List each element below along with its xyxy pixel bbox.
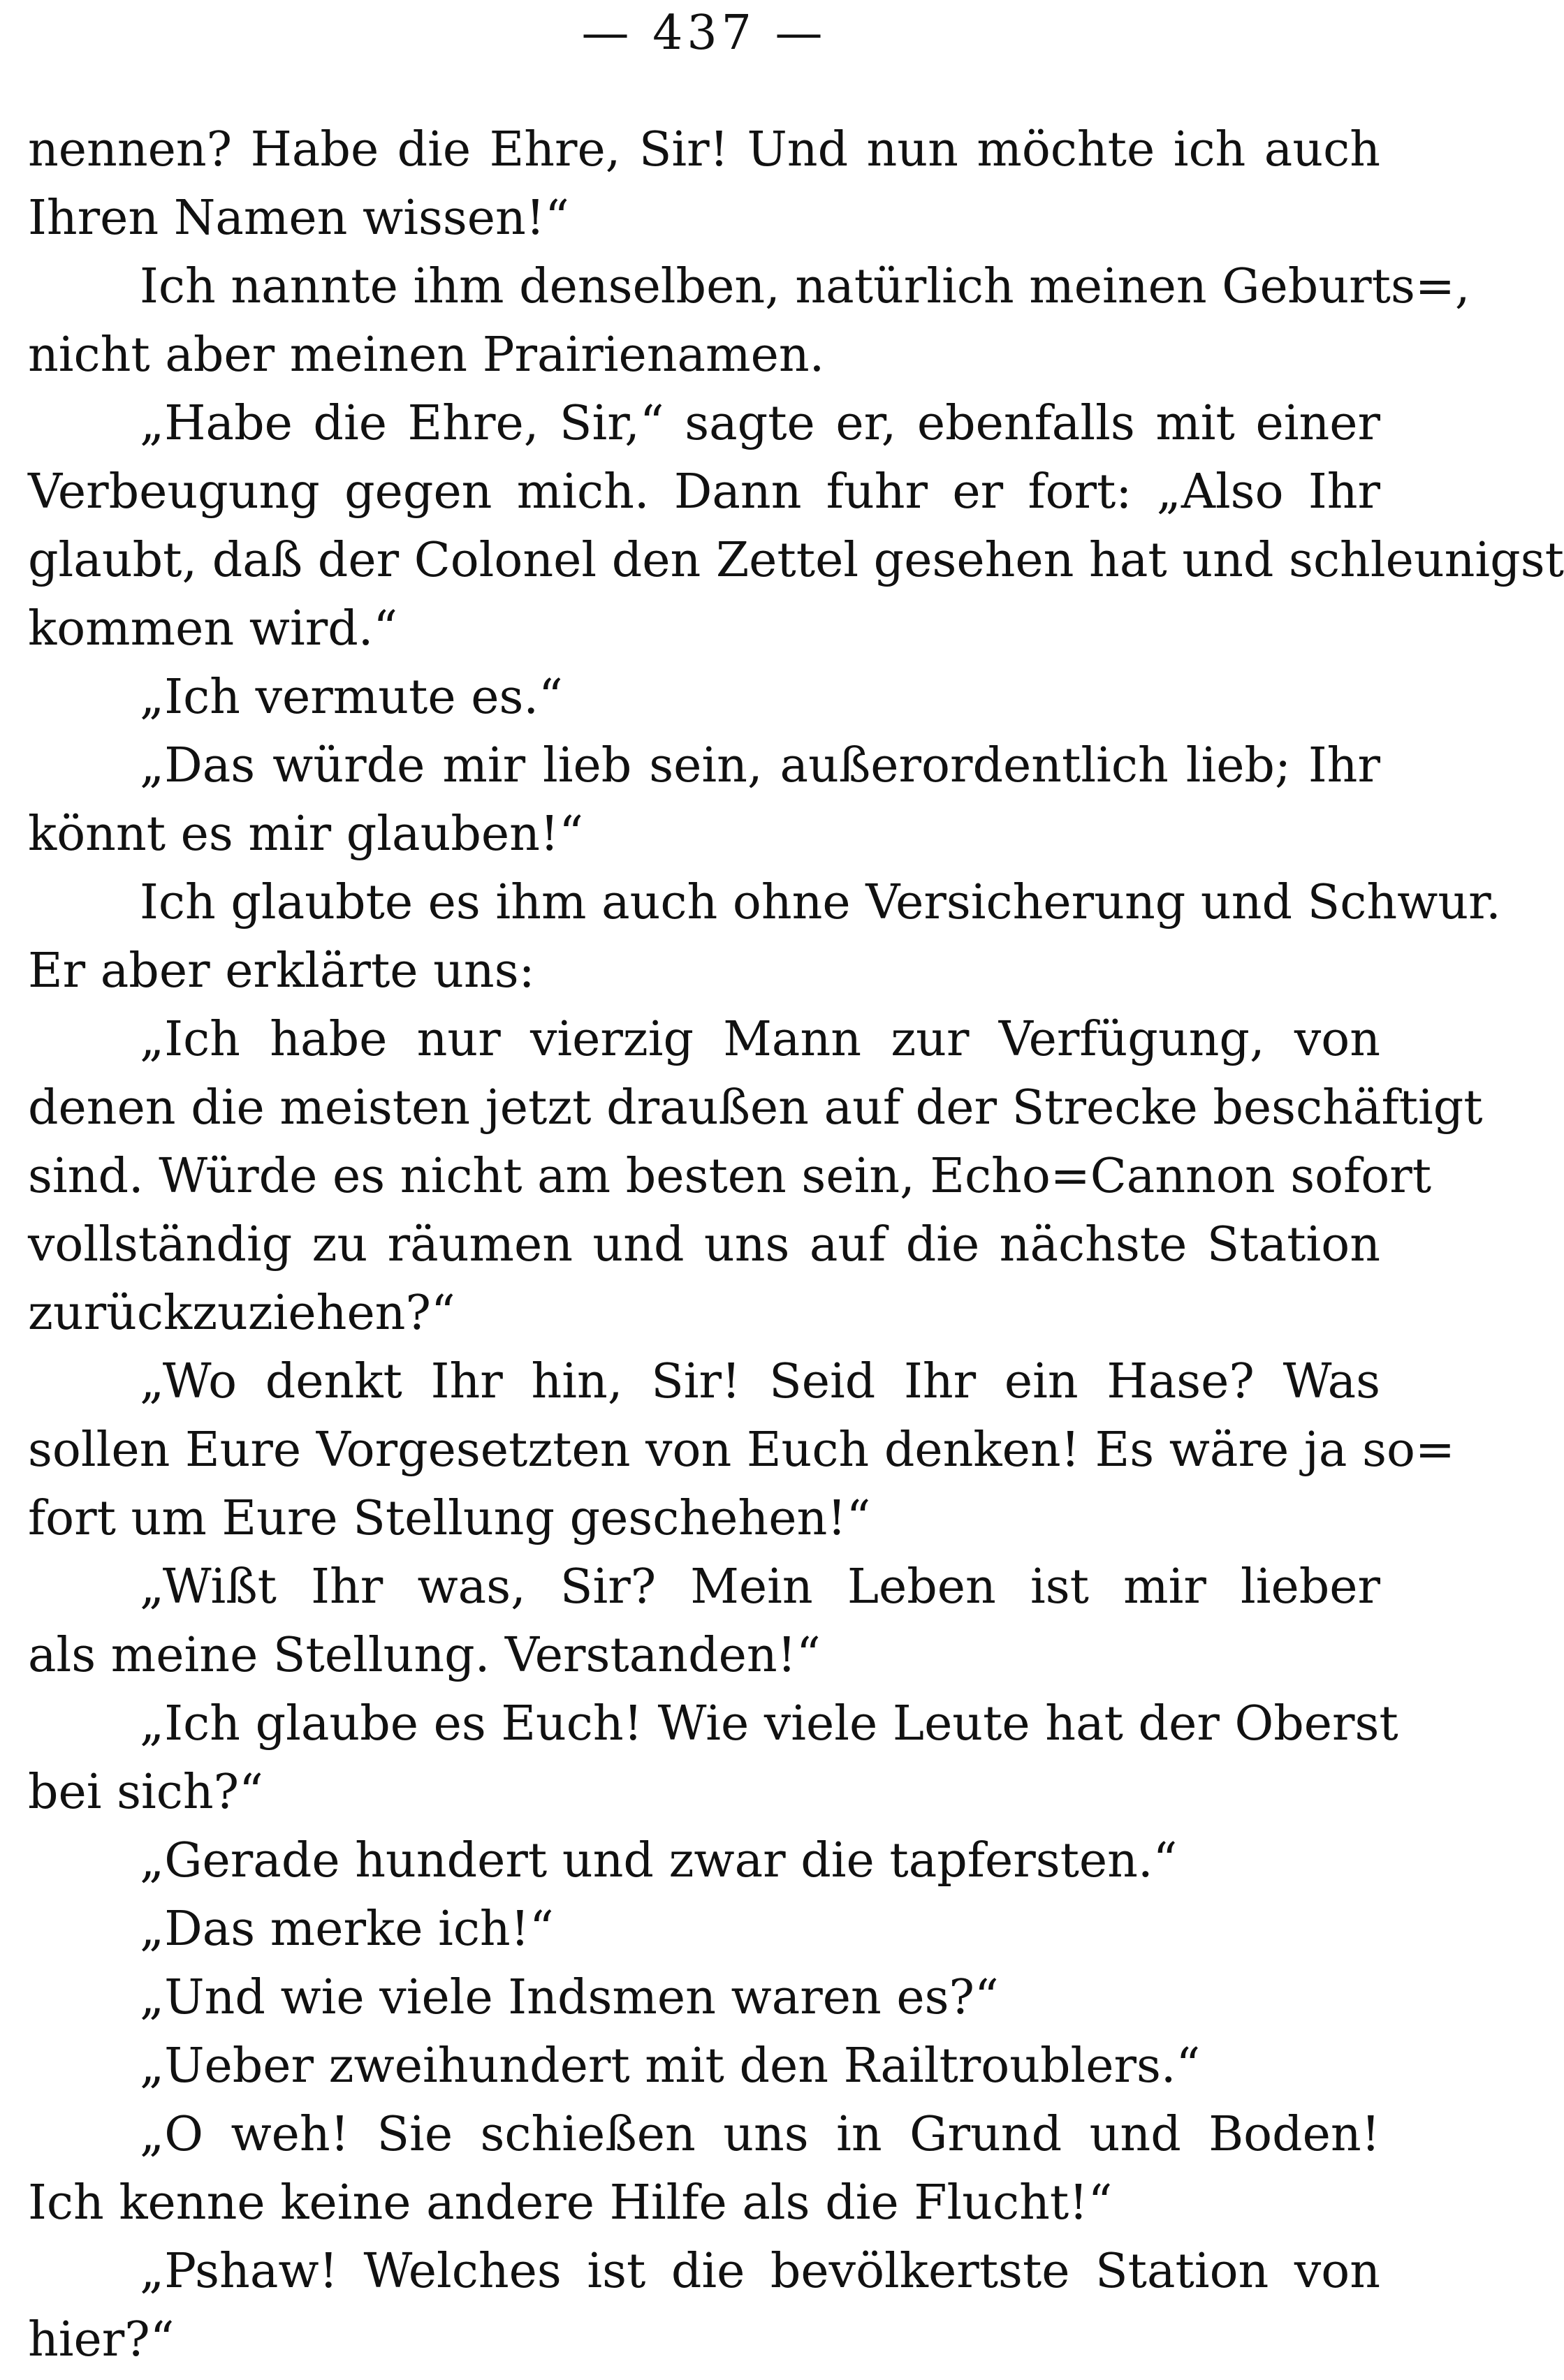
text-line: „Ich glaube es Euch! Wie viele Leute hat der Oberst <box>140 1696 1398 1751</box>
text-line: hier?“ <box>28 2312 175 2367</box>
text-line: sollen Eure Vorgesetzten von Euch denken! Es wäre ja so= <box>28 1423 1455 1478</box>
text-line: als meine Stellung. Verstanden!“ <box>28 1628 821 1683</box>
page-text <box>28 116 1564 2374</box>
text-line: „Ich vermute es.“ <box>140 670 563 725</box>
text-line: Ich kenne keine andere Hilfe als die Flucht!“ <box>28 2175 1113 2231</box>
text-line: „O weh! Sie schießen uns in Grund und Boden! <box>140 2107 1380 2162</box>
text-line: Er aber erklärte uns: <box>28 943 535 999</box>
text-line: glaubt, daß der Colonel den Zettel gesehen hat und schleunigst <box>28 533 1564 588</box>
text-line: Ihren Namen wissen!“ <box>28 191 569 246</box>
text-line: „Ich habe nur vierzig Mann zur Verfügung, von <box>140 1012 1380 1067</box>
text-line: nicht aber meinen Prairienamen. <box>28 328 825 383</box>
text-line: nennen? Habe die Ehre, Sir! Und nun möchte ich auch <box>28 122 1380 177</box>
text-line: „Pshaw! Welches ist die bevölkertste Station von <box>140 2244 1380 2299</box>
text-line: bei sich?“ <box>28 1765 263 1820</box>
text-line: „Ueber zweihundert mit den Railtroublers.“ <box>140 2039 1201 2094</box>
text-line: fort um Eure Stellung geschehen!“ <box>28 1491 871 1546</box>
text-line: „Habe die Ehre, Sir,“ sagte er, ebenfalls mit einer <box>140 396 1380 451</box>
text-line: „Gerade hundert und zwar die tapfersten.“ <box>140 1833 1178 1888</box>
text-line: Verbeugung gegen mich. Dann fuhr er fort: „Also Ihr <box>28 464 1380 520</box>
text-line: „Und wie viele Indsmen waren es?“ <box>140 1970 999 2025</box>
text-line: denen die meisten jetzt draußen auf der Strecke beschäftigt <box>28 1080 1483 1136</box>
text-line: zurückzuziehen?“ <box>28 1286 455 1341</box>
text-line: Ich nannte ihm denselben, natürlich meinen Geburts=, <box>140 259 1470 314</box>
page-number: — 437 — <box>581 6 827 61</box>
text-line: vollständig zu räumen und uns auf die nächste Station <box>28 1217 1380 1272</box>
text-line: „Das würde mir lieb sein, außerordentlich lieb; Ihr <box>140 738 1380 793</box>
text-line: sind. Würde es nicht am besten sein, Echo=Cannon sofort <box>28 1149 1432 1204</box>
text-line: „Das merke ich!“ <box>140 1902 554 1957</box>
text-line: „Wo denkt Ihr hin, Sir! Seid Ihr ein Hase? Was <box>140 1354 1380 1409</box>
text-line: kommen wird.“ <box>28 601 398 656</box>
text-line: „Wißt Ihr was, Sir? Mein Leben ist mir lieber <box>140 1559 1380 1615</box>
text-line: Ich glaubte es ihm auch ohne Versicherung und Schwur. <box>140 875 1501 930</box>
text-line: könnt es mir glauben!“ <box>28 807 584 862</box>
